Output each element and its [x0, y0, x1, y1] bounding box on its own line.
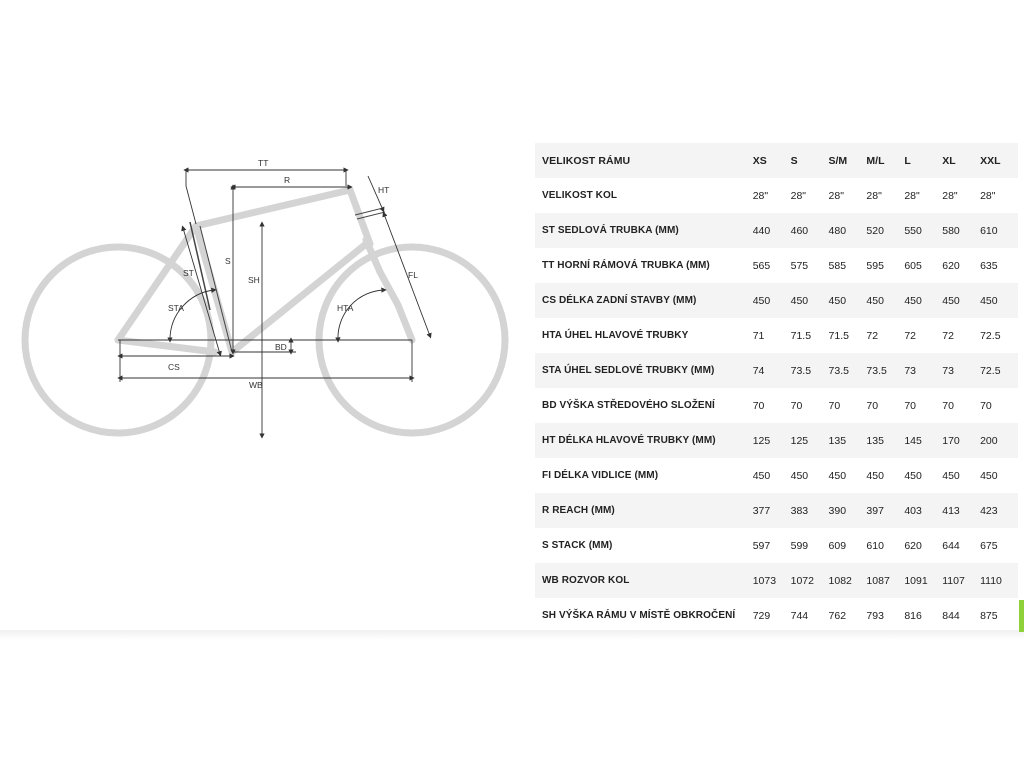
row-value: 28" — [829, 178, 867, 213]
table-row — [535, 318, 1018, 353]
row-value: 390 — [829, 493, 867, 528]
row-value: 793 — [866, 598, 904, 633]
s-label: S — [225, 256, 231, 266]
row-value: 28" — [980, 178, 1018, 213]
row-value: 440 — [753, 213, 791, 248]
row-value: 635 — [980, 248, 1018, 283]
accent-edge — [1019, 600, 1024, 632]
row-value: 1087 — [866, 563, 904, 598]
row-value: 450 — [829, 458, 867, 493]
row-value: 450 — [866, 458, 904, 493]
table-header-row — [535, 143, 1018, 178]
row-value: 72 — [942, 318, 980, 353]
row-value: 74 — [753, 353, 791, 388]
row-value: 520 — [866, 213, 904, 248]
row-value: 450 — [791, 283, 829, 318]
table-row — [535, 283, 1018, 318]
row-value: 125 — [791, 423, 829, 458]
row-value: 28" — [753, 178, 791, 213]
row-label: ST SEDLOVÁ TRUBKA (MM) — [535, 213, 753, 248]
cs-label: CS — [168, 362, 180, 372]
row-value: 1107 — [942, 563, 980, 598]
ht-label: HT — [378, 185, 390, 195]
row-value: 28" — [904, 178, 942, 213]
table-row — [535, 353, 1018, 388]
row-value: 744 — [791, 598, 829, 633]
row-value: 610 — [980, 213, 1018, 248]
row-value: 597 — [753, 528, 791, 563]
row-value: 450 — [942, 458, 980, 493]
row-value: 450 — [904, 458, 942, 493]
row-value: 1110 — [980, 563, 1018, 598]
row-label: CS DÉLKA ZADNÍ STAVBY (MM) — [535, 283, 753, 318]
row-label: BD VÝŠKA STŘEDOVÉHO SLOŽENÍ — [535, 388, 753, 423]
row-value: 450 — [791, 458, 829, 493]
row-value: 580 — [942, 213, 980, 248]
row-value: 875 — [980, 598, 1018, 633]
row-value: 135 — [866, 423, 904, 458]
row-value: 1072 — [791, 563, 829, 598]
row-value: 71.5 — [791, 318, 829, 353]
row-value: 620 — [904, 528, 942, 563]
row-label: HT DÉLKA HLAVOVÉ TRUBKY (MM) — [535, 423, 753, 458]
row-value: 816 — [904, 598, 942, 633]
bottom-fade — [0, 630, 1024, 640]
header-label: VELIKOST RÁMU — [535, 143, 753, 178]
row-value: 450 — [829, 283, 867, 318]
header-size-xxl: XXL — [980, 143, 1018, 178]
row-value: 72 — [904, 318, 942, 353]
hta-label: HTA — [337, 303, 354, 313]
row-label: WB ROZVOR KOL — [535, 563, 753, 598]
row-value: 28" — [942, 178, 980, 213]
row-value: 450 — [904, 283, 942, 318]
fl-label: FL — [408, 270, 418, 280]
row-value: 70 — [829, 388, 867, 423]
row-value: 675 — [980, 528, 1018, 563]
row-label: VELIKOST KOL — [535, 178, 753, 213]
table-row — [535, 493, 1018, 528]
tt-label: TT — [258, 158, 269, 168]
bd-label: BD — [275, 342, 287, 352]
hta-arc — [338, 290, 384, 340]
geometry-table-body — [535, 143, 1018, 633]
row-label: FI DÉLKA VIDLICE (MM) — [535, 458, 753, 493]
row-value: 450 — [753, 458, 791, 493]
table-row — [535, 423, 1018, 458]
fl-dim-line — [384, 214, 430, 336]
header-size-s: S — [791, 143, 829, 178]
row-value: 200 — [980, 423, 1018, 458]
row-label: HTA ÚHEL HLAVOVÉ TRUBKY — [535, 318, 753, 353]
row-value: 460 — [791, 213, 829, 248]
row-value: 599 — [791, 528, 829, 563]
table-row — [535, 178, 1018, 213]
table-row — [535, 213, 1018, 248]
row-value: 135 — [829, 423, 867, 458]
row-value: 565 — [753, 248, 791, 283]
row-value: 70 — [866, 388, 904, 423]
geometry-table — [535, 143, 1018, 633]
row-value: 1073 — [753, 563, 791, 598]
table-row — [535, 248, 1018, 283]
table-row — [535, 598, 1018, 633]
table-row — [535, 458, 1018, 493]
row-value: 844 — [942, 598, 980, 633]
row-value: 605 — [904, 248, 942, 283]
header-size-l: L — [904, 143, 942, 178]
row-value: 73.5 — [829, 353, 867, 388]
row-value: 71 — [753, 318, 791, 353]
row-value: 729 — [753, 598, 791, 633]
row-value: 28" — [866, 178, 904, 213]
row-value: 170 — [942, 423, 980, 458]
row-value: 762 — [829, 598, 867, 633]
row-value: 71.5 — [829, 318, 867, 353]
row-value: 610 — [866, 528, 904, 563]
header-size-xs: XS — [753, 143, 791, 178]
row-value: 73.5 — [866, 353, 904, 388]
row-value: 145 — [904, 423, 942, 458]
row-value: 377 — [753, 493, 791, 528]
row-value: 575 — [791, 248, 829, 283]
row-label: TT HORNÍ RÁMOVÁ TRUBKA (MM) — [535, 248, 753, 283]
row-value: 73 — [904, 353, 942, 388]
row-label: R REACH (MM) — [535, 493, 753, 528]
st-label: ST — [183, 268, 194, 278]
row-value: 620 — [942, 248, 980, 283]
row-label: SH VÝŠKA RÁMU V MÍSTĚ OBKROČENÍ — [535, 598, 753, 633]
sta-label: STA — [168, 303, 184, 313]
header-size-ml: M/L — [866, 143, 904, 178]
row-value: 403 — [904, 493, 942, 528]
row-value: 450 — [866, 283, 904, 318]
row-label: STA ÚHEL SEDLOVÉ TRUBKY (MM) — [535, 353, 753, 388]
row-value: 1091 — [904, 563, 942, 598]
row-value: 585 — [829, 248, 867, 283]
table-row — [535, 388, 1018, 423]
row-value: 609 — [829, 528, 867, 563]
frame — [118, 190, 412, 352]
bike-geometry-diagram — [0, 140, 520, 450]
row-value: 550 — [904, 213, 942, 248]
row-label: S STACK (MM) — [535, 528, 753, 563]
row-value: 73 — [942, 353, 980, 388]
row-value: 480 — [829, 213, 867, 248]
row-value: 644 — [942, 528, 980, 563]
row-value: 72.5 — [980, 318, 1018, 353]
row-value: 72.5 — [980, 353, 1018, 388]
table-row — [535, 563, 1018, 598]
row-value: 125 — [753, 423, 791, 458]
r-label: R — [284, 175, 291, 185]
row-value: 70 — [791, 388, 829, 423]
row-value: 73.5 — [791, 353, 829, 388]
row-value: 450 — [980, 283, 1018, 318]
row-value: 70 — [904, 388, 942, 423]
row-value: 70 — [980, 388, 1018, 423]
row-value: 397 — [866, 493, 904, 528]
row-value: 72 — [866, 318, 904, 353]
wb-label: WB — [249, 380, 263, 390]
row-value: 450 — [980, 458, 1018, 493]
row-value: 450 — [942, 283, 980, 318]
row-value: 423 — [980, 493, 1018, 528]
header-size-sm: S/M — [829, 143, 867, 178]
row-value: 1082 — [829, 563, 867, 598]
table-row — [535, 528, 1018, 563]
row-value: 413 — [942, 493, 980, 528]
row-value: 450 — [753, 283, 791, 318]
row-value: 70 — [942, 388, 980, 423]
row-value: 70 — [753, 388, 791, 423]
header-size-xl: XL — [942, 143, 980, 178]
row-value: 383 — [791, 493, 829, 528]
sh-label: SH — [248, 275, 260, 285]
row-value: 28" — [791, 178, 829, 213]
row-value: 595 — [866, 248, 904, 283]
